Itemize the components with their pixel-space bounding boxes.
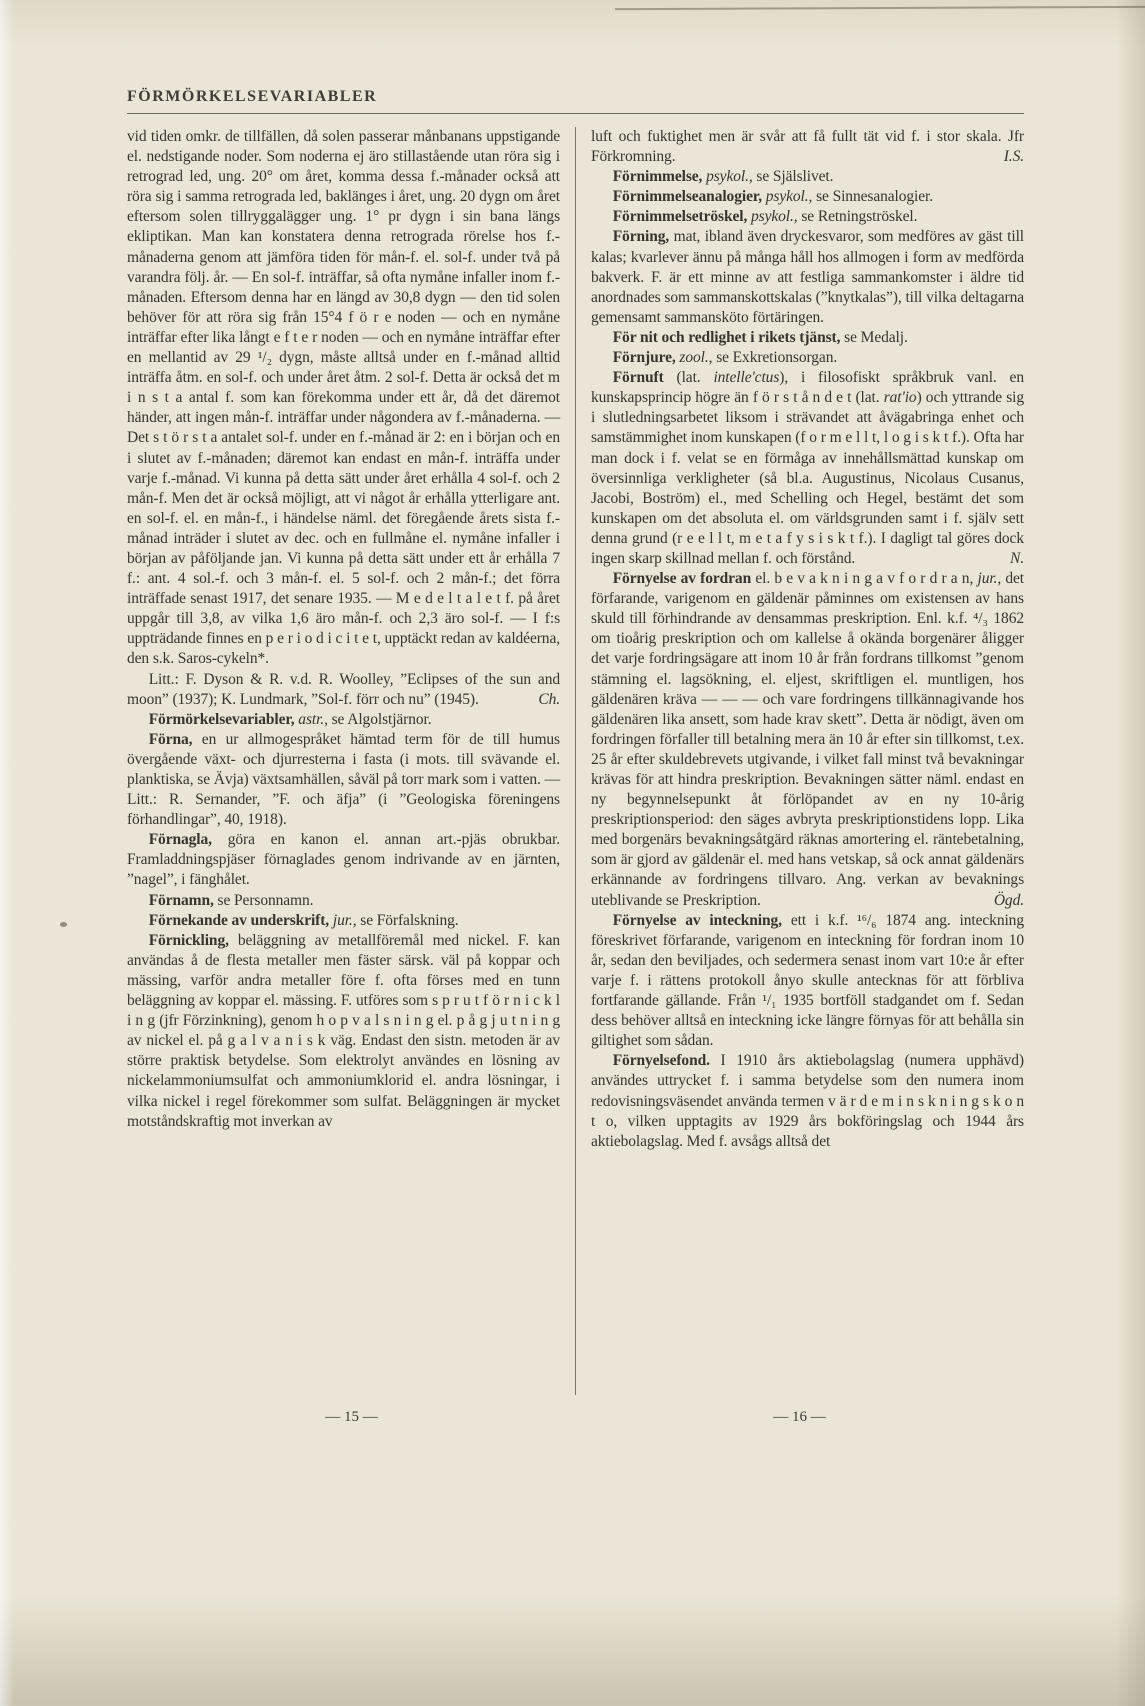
scan-speck [60, 922, 67, 927]
author-signature: N. [1009, 549, 1024, 567]
author-signature: I.S. [1003, 148, 1024, 166]
entry-headword: Förning, [612, 228, 674, 246]
author-signature: Ögd. [993, 891, 1024, 909]
entry-text: ett i k.f. ¹⁶/₆ 1874 ang. inteckning föreskrivet förfarande, varigenom en inteckning för fordran inom 10 år, sedan den beviljades, och sedermera senast inom vart 10:e år efter varje f. i rättens protokoll ånyo skulle antecknas för att förbliva fortfarande gällande. Från ¹/₁ 1935 bortföll stadgandet om f. Sedan dess behöver alltså en inteckning icke längre förnyas för att behålla sin giltighet som sådan. [591, 911, 1024, 1050]
entry-text: se Personnamn. [217, 891, 314, 909]
entry-text: ) och yttrande sig i slutledningsarbetet liksom i strävandet att åvägabringa enhet och samstämmighet inom kunskapen (f o r m e l l t, l o g i s k t f.). Ofta har man dock i f. velat se en förmåga av innehållsmättad kunskap om översinnliga verkligheter (så bl.a. Augustinus, Nicolaus Cusanus, Jacobi, Boström) el., med Schelling och Hegel, bestämt det som kunskapen om det absoluta el. om världsgrunden samt i f. själv sett denna grund (r e e l l t, m e t a f y s i s k t f.). I dagligt tal göres dock ingen skarp skillnad mellan f. och förstånd. [591, 389, 1024, 567]
entry-headword: Förnyelse av fordran [612, 570, 756, 588]
entry-paragraph [591, 227, 1024, 327]
entry-headword: Förnamn, [148, 891, 218, 909]
entry-paragraph [127, 710, 560, 730]
entry-field-label: zool., [679, 349, 717, 367]
entry-text: se Själslivet. [756, 168, 834, 186]
entry-paragraph [127, 670, 560, 710]
entry-headword: Förnimmelse, [612, 168, 707, 186]
entry-field-label: jur., [977, 570, 1006, 588]
entry-headword: Förnagla, [148, 831, 228, 849]
entry-text: mat, ibland även dryckesvaror, som medföres av gäst till kalas; kvarlever ännu på många håll hos allmogen i form av medförda bakverk. F. är ett minne av att festliga sammankomster i äldre tid anordnades som sammanskottskalas (”knytkalas”), till vilka deltagarna gemensamt sammansköto förtäringen. [591, 228, 1024, 326]
entry-paragraph [591, 368, 1024, 569]
entry-text: I 1910 års aktiebolagslag (numera upphävd) användes uttrycket f. i samma betydelse som den numera inom redovisningsväsendet använda termen v ä r d e m i n s k n i n g s k o n t o, vilken upptagits av 1929 års bokföringslag och 1944 års aktiebolagslag. Med f. avsågs alltså det [591, 1052, 1024, 1150]
entry-text: Litt.: F. Dyson & R. v.d. R. Woolley, ”Eclipses of the sun and moon” (1937); K. Lundmark, ”Sol-f. förr och nu” (1945). [127, 670, 560, 708]
scan-edge-line [615, 6, 1145, 10]
entry-headword: Förnjure, [612, 349, 680, 367]
text-columns [127, 127, 1024, 1395]
entry-text: (lat. [676, 369, 714, 387]
entry-paragraph [591, 207, 1024, 227]
entry-text: se Medalj. [844, 328, 908, 346]
entry-text: se Sinnesanalogier. [816, 188, 934, 206]
entry-field-label: jur., [332, 911, 361, 929]
left-column [127, 127, 576, 1395]
entry-paragraph [127, 830, 560, 890]
running-head: FÖRMÖRKELSEVARIABLER [127, 88, 378, 105]
entry-text: se Retningströskel. [801, 208, 918, 226]
entry-paragraph [591, 167, 1024, 187]
entry-field-label: intelle'ctus [713, 369, 780, 387]
page-header [127, 88, 1024, 106]
entry-paragraph [591, 348, 1024, 368]
page-content [127, 88, 1024, 1426]
entry-paragraph [127, 931, 560, 1132]
entry-paragraph [591, 187, 1024, 207]
entry-paragraph [591, 127, 1024, 167]
entry-headword: Förnickling, [148, 931, 238, 949]
entry-headword: Förnyelsefond. [612, 1052, 721, 1070]
page-number-left: — 15 — [325, 1409, 378, 1425]
entry-paragraph [127, 730, 560, 830]
entry-paragraph [127, 891, 560, 911]
right-column [576, 127, 1024, 1395]
entry-field-label: astr., [298, 710, 332, 728]
entry-text: se Exkretionsorgan. [716, 349, 838, 367]
entry-text: se Algolstjärnor. [331, 710, 432, 728]
page-number-right: — 16 — [773, 1409, 826, 1425]
entry-headword: Förnimmelsetröskel, [612, 208, 752, 226]
entry-headword: Förmörkelsevariabler, [148, 710, 299, 728]
entry-text: en ur allmogespråket hämtad term för de till humus övergående växt- och djurresterna i fasta (i mots. till svävande el. planktiska, se Ävja) växtsamhällen, såväl på torr mark som i vatten. — Litt.: R. Sernander, ”F. och äfja” (i ”Geologiska föreningens förhandlingar”, 40, 1918). [127, 730, 560, 829]
author-signature: Ch. [538, 690, 560, 708]
entry-paragraph [127, 127, 560, 670]
entry-text: det förfarande, varigenom en gäldenär påminnes om existensen av hans skuld till förhindrande av densammas preskription. Enl. k.f. ⁴/₃ 1862 om tioårig preskription och om kallelse å okända borgenärer åligger det varje fordringsägare att inom 10 år från fordrans tillkomst ”genom stämning el. lagsökning, el. eljest, skriftligen el. muntligen, hos gäldenären kräva — — — och vare fordringens tillkännagivande hos gäldenären lika ansett, som hade krav skett”. Detta är nödigt, även om fordringen förfaller till betalning mera än 10 år efter sin tillkomst, t.ex. 25 år efter skuldebrevets utgivande, i vilket fall minst två bevakningar krävas för att hindra preskription. Bevakningen sätter näml. endast en ny begynnelsepunkt åt förlöpandet av en ny 10-årig preskriptionsperiod: den säges avbryta preskriptionstidens lopp. Lika med borgenärs bevakningsåtgärd räknas amortering el. räntebetalning, som är gjord av gäldenär el. med hans vetskap, så ock annat gäldenärs erkännande av fordringens tillvaro. Ang. verkan av bevaknings uteblivande se Preskription. [591, 570, 1024, 909]
entry-field-label: psykol., [765, 188, 817, 206]
entry-paragraph [591, 1051, 1024, 1151]
header-rule [127, 113, 1024, 114]
entry-field-label: psykol., [751, 208, 802, 226]
entry-text: beläggning av metallföremål med nickel. F. kan användas å de flesta metaller men fäster särsk. väl på koppar och mässing, varför andra metaller före f. ofta förses med en tunn beläggning av koppar el. mässing. F. utföres som s p r u t f ö r n i c k l i n g (jfr Förzinkning), genom h o p v a l s n i n g el. p å g j u t n i n g av nickel el. på g a l v a n i s k väg. Endast den sistn. metoden är av större praktisk betydelse. Som elektrolyt användes en lösning av nickelammoniumsulfat och ammoniumklorid el. andra lösningar, i vilka nickel i regel förekommer som sulfat. Beläggningen är mycket motståndskraftig mot inverkan av [127, 931, 560, 1130]
entry-text: göra en kanon el. annan art.-pjäs obrukbar. Framladdningspjäser förnaglades genom indrivande av en järnten, ”nagel”, i fänghålet. [127, 831, 560, 889]
entry-headword: Förnimmelseanalogier, [612, 188, 766, 206]
entry-text: vid tiden omkr. de tillfällen, då solen passerar månbanans uppstigande el. nedstigande noder. Som noderna ej äro stillastående utan röra sig i retrograd led, ung. 20° om året, komma dessa f.-månader också att röra sig i samma retrograda led, baklänges i året, ung. 20 dygn om året eftersom solen tillryggalägger ung. 1° pr dygn i sin bana längs ekliptikan. Man kan konstatera denna retrograda rörelse hos f.-månaderna genom att jämföra tiden för mån-f. el. sol-f. under två på varandra följ. år. — En sol-f. inträffar, så ofta nymåne infaller inom f.-månaden. Eftersom denna har en längd av 30,8 dygn — den tid solen behöver för att röra sig från 15°4 f ö r e noden — och en nymåne inträffar efter lika långt e f t e r noden — och en nymåne inträffar efter en mellantid av 29 ¹/₂ dygn, måste alltså under en f.-månad alltid inträffa åtm. en sol-f. och under året åtm. 2 sol-f. Detta är också det m i n s t a antal f. som kan förekomma under ett år, då det däremot händer, att ingen mån-f. inträffar under någondera av f.-månaderna. — Det s t ö r s t a antalet sol-f. under en f.-månad är 2: en i början och en i slutet av f.-månaden; däremot kan endast en mån-f. inträffa under varje f.-månad. Vi kunna på detta sätt under året erhålla 4 sol-f. och 2 mån-f. Men det är också möjligt, att vi något år erhålla ytterligare ant. en sol-f. el. en mån-f., i händelse näml. det föregående årets sista f.-månad inträder i slutet av dec. och en fullmåne el. nymåne infaller i början av påföljande jan. Vi kunna på detta sätt under ett år erhålla 7 f.: ant. 4 sol.-f. och 3 mån-f. el. 5 sol-f. och 2 mån-f.; det förra inträffade senast 1917, det senare 1935. — M e d e l t a l e t f. på året uppgår till 3,8, av vilka 1,6 äro mån-f. och 2,3 äro sol-f. — I f:s uppträdande finnes en p e r i o d i c i t e t, upptäckt redan av kaldéerna, den s.k. Saros-cykeln*. [127, 128, 560, 668]
entry-paragraph [591, 569, 1024, 911]
entry-paragraph [591, 911, 1024, 1052]
entry-paragraph [127, 911, 560, 931]
entry-field-label: rat'io [883, 389, 917, 407]
entry-headword: Förnyelse av inteckning, [612, 911, 791, 929]
entry-paragraph [591, 328, 1024, 348]
entry-headword: Förna, [148, 730, 202, 748]
entry-text: ), i filosofiskt språkbruk vanl. en kunskapsprincip högre än f ö r s t å n d e t (lat. [591, 369, 1024, 407]
entry-text: el. b e v a k n i n g a v f o r d r a n, [755, 570, 978, 588]
entry-headword: Förnuft [612, 369, 677, 387]
entry-headword: Förnekande av underskrift, [148, 911, 333, 929]
entry-text: luft och fuktighet men är svår att få fullt tät vid f. i stor skala. Jfr Förkromning. [591, 128, 1024, 166]
entry-text: se Förfalskning. [360, 911, 459, 929]
entry-field-label: psykol., [706, 168, 757, 186]
page-numbers [127, 1409, 1024, 1426]
entry-headword: För nit och redlighet i rikets tjänst, [612, 328, 845, 346]
